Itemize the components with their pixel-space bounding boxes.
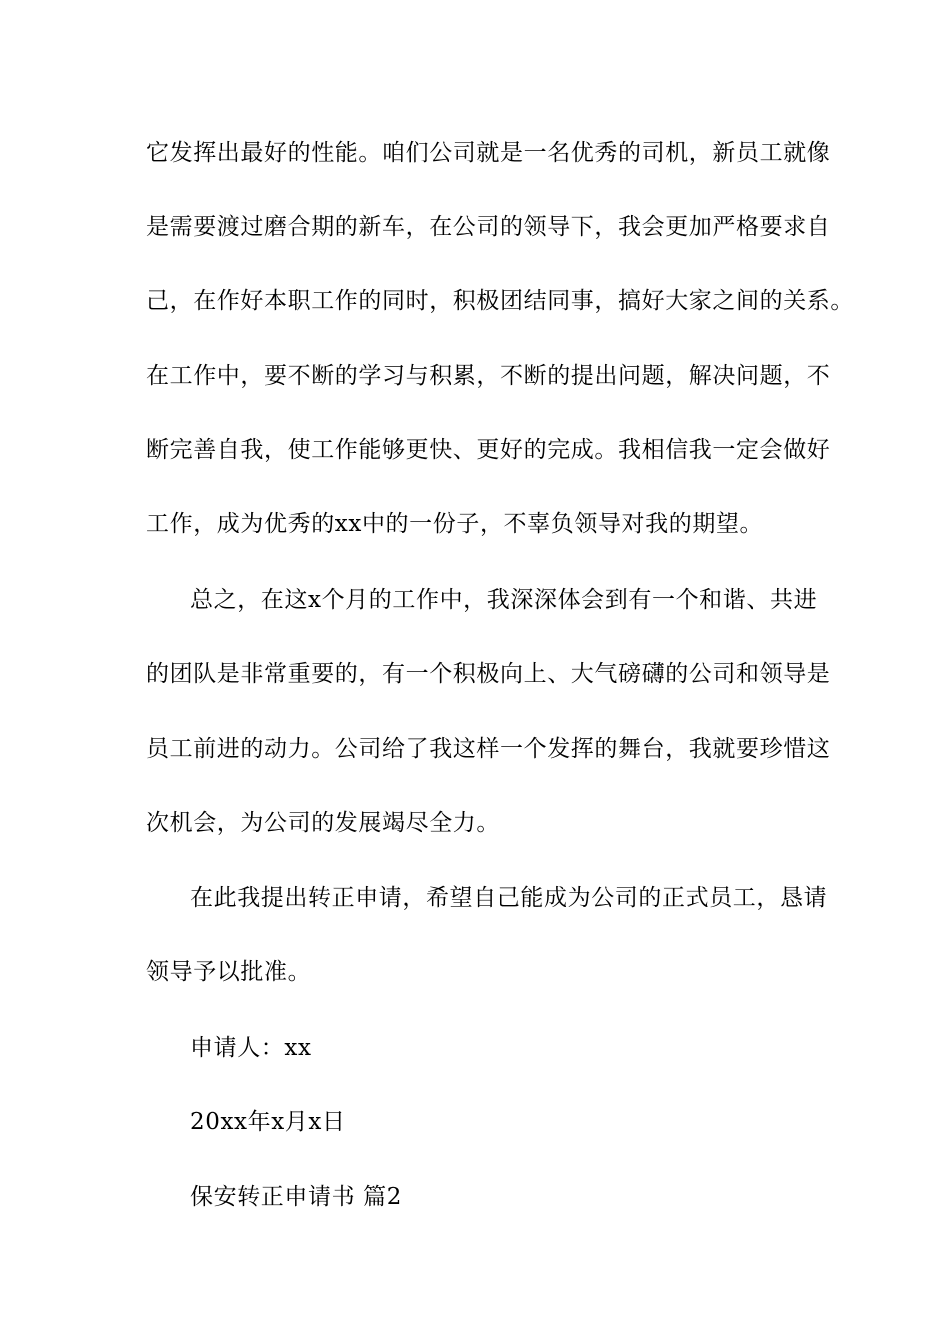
paragraph-line: 断完善自我，使工作能够更快、更好的完成。我相信我一定会做好	[146, 437, 831, 463]
paragraph-line: 总之，在这x个月的工作中，我深深体会到有一个和谐、共进	[190, 587, 818, 613]
paragraph-line: 在此我提出转正申请，希望自己能成为公司的正式员工，恳请	[190, 885, 828, 911]
section-heading: 保安转正申请书 篇2	[190, 1184, 402, 1210]
paragraph-line: 领导予以批准。	[146, 959, 312, 985]
paragraph-line: 员工前进的动力。公司给了我这样一个发挥的舞台，我就要珍惜这	[146, 736, 831, 762]
paragraph-line: 它发挥出最好的性能。咱们公司就是一名优秀的司机，新员工就像	[146, 140, 831, 166]
paragraph-line: 是需要渡过磨合期的新车，在公司的领导下，我会更加严格要求自	[146, 214, 831, 240]
paragraph-line: 工作，成为优秀的xx中的一份子，不辜负领导对我的期望。	[146, 511, 764, 537]
date-line: 20xx年x月x日	[190, 1109, 346, 1135]
paragraph-line: 的团队是非常重要的，有一个积极向上、大气磅礴的公司和领导是	[146, 661, 831, 687]
applicant-line: 申请人：xx	[190, 1035, 312, 1061]
paragraph-line: 在工作中，要不断的学习与积累，不断的提出问题，解决问题，不	[146, 363, 831, 389]
paragraph-line: 次机会，为公司的发展竭尽全力。	[146, 810, 500, 836]
paragraph-line: 己，在作好本职工作的同时，积极团结同事，搞好大家之间的关系。	[146, 288, 854, 314]
